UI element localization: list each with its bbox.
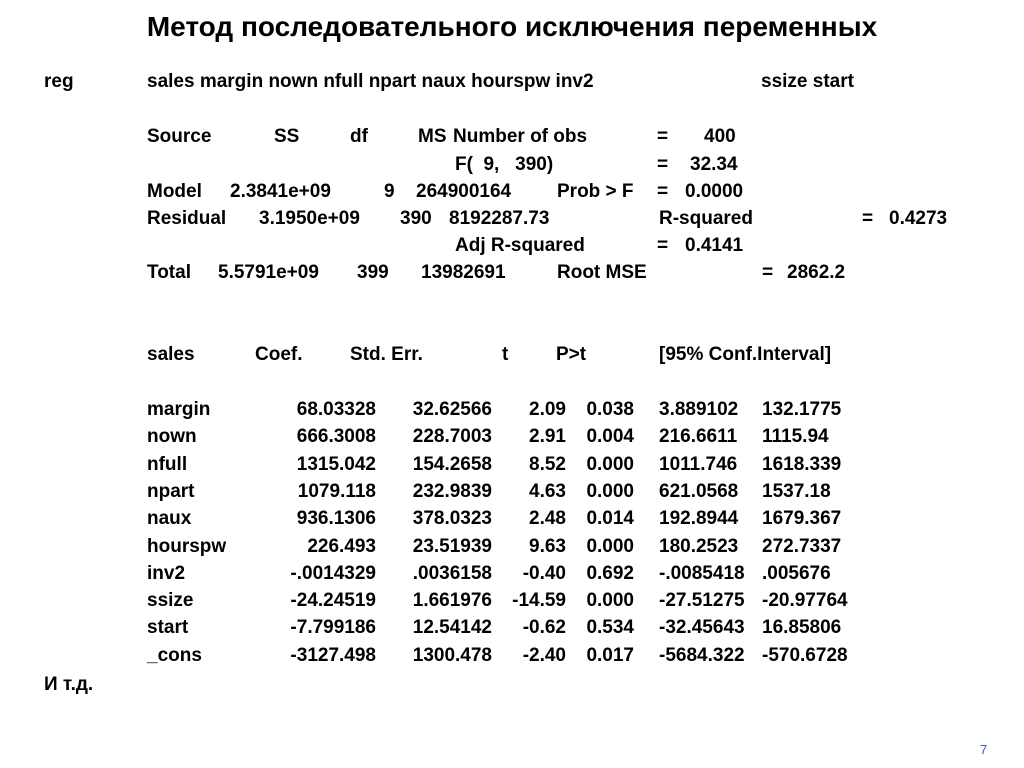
- coef-cell-name: naux: [147, 508, 192, 529]
- coef-cell-hi: 272.7337: [762, 536, 842, 557]
- coef-cell-se: 228.7003: [412, 426, 492, 447]
- coef-cell-p: 0.017: [586, 645, 634, 666]
- coef-cell-lo: 180.2523: [659, 536, 739, 557]
- anova-total-ms: 13982691: [421, 262, 506, 283]
- coef-cell-t: 9.63: [529, 536, 566, 557]
- footer-note: И т.д.: [44, 674, 94, 695]
- reg-variables-continued: ssize start: [761, 71, 854, 92]
- coef-cell-hi: 1679.367: [762, 508, 842, 529]
- anova-total-label: Total: [147, 262, 191, 283]
- coef-cell-lo: -27.51275: [659, 590, 745, 611]
- coef-cell-name: hourspw: [147, 536, 227, 557]
- coef-cell-coef: -.0014329: [290, 563, 376, 584]
- coef-cell-t: 2.91: [529, 426, 566, 447]
- coef-cell-se: .0036158: [412, 563, 492, 584]
- anova-total-ss: 5.5791e+09: [218, 262, 319, 283]
- stat-rmse-eq: =: [762, 262, 774, 283]
- coef-cell-lo: 1011.746: [659, 454, 738, 475]
- stat-probf-value: 0.0000: [685, 181, 744, 202]
- coef-cell-p: 0.038: [586, 399, 634, 420]
- anova-residual-label: Residual: [147, 208, 227, 229]
- coef-cell-coef: -7.799186: [290, 617, 376, 638]
- stat-adjr2-label: Adj R-squared: [455, 235, 585, 256]
- coef-cell-coef: 226.493: [307, 536, 376, 557]
- stat-f-label: F( 9, 390): [455, 154, 554, 175]
- stat-f-eq: =: [657, 154, 669, 175]
- stat-rmse-label: Root MSE: [557, 262, 647, 283]
- stat-rmse-value: 2862.2: [787, 262, 846, 283]
- coef-cell-lo: 192.8944: [659, 508, 739, 529]
- stat-nobs-value: 400: [704, 126, 736, 147]
- coef-cell-se: 1.661976: [412, 590, 492, 611]
- coef-cell-se: 32.62566: [412, 399, 492, 420]
- coef-cell-se: 1300.478: [412, 645, 492, 666]
- coef-cell-t: 2.09: [529, 399, 566, 420]
- coef-cell-coef: -24.24519: [290, 590, 376, 611]
- coef-header-t: t: [502, 344, 509, 365]
- coef-cell-coef: 936.1306: [296, 508, 376, 529]
- stat-probf-eq: =: [657, 181, 669, 202]
- coef-cell-t: -0.62: [522, 617, 566, 638]
- stat-r2-label: R-squared: [659, 208, 753, 229]
- coef-cell-coef: 1079.118: [297, 481, 376, 502]
- stat-adjr2-eq: =: [657, 235, 669, 256]
- coef-cell-se: 12.54142: [412, 617, 492, 638]
- coef-cell-coef: 68.03328: [296, 399, 376, 420]
- coef-header-ci: [95% Conf.Interval]: [659, 344, 832, 365]
- coef-cell-t: -2.40: [522, 645, 566, 666]
- coef-cell-p: 0.000: [586, 536, 634, 557]
- stat-probf-label: Prob > F: [557, 181, 634, 202]
- coef-cell-hi: -570.6728: [762, 645, 848, 666]
- coef-header-dep: sales: [147, 344, 195, 365]
- coef-cell-p: 0.004: [586, 426, 634, 447]
- stat-r2-value: 0.4273: [889, 208, 948, 229]
- coef-cell-hi: 1115.94: [762, 426, 829, 447]
- coef-cell-coef: 1315.042: [296, 454, 376, 475]
- coef-cell-p: 0.000: [586, 590, 634, 611]
- anova-header-source: Source: [147, 126, 212, 147]
- stat-nobs-label: Number of obs: [453, 126, 588, 147]
- coef-cell-p: 0.000: [586, 481, 634, 502]
- anova-residual-ss: 3.1950e+09: [259, 208, 360, 229]
- coef-cell-coef: 666.3008: [296, 426, 376, 447]
- coef-cell-se: 154.2658: [412, 454, 492, 475]
- coef-cell-coef: -3127.498: [290, 645, 376, 666]
- stat-adjr2-value: 0.4141: [685, 235, 744, 256]
- anova-total-df: 399: [357, 262, 389, 283]
- reg-variables: sales margin nown nfull npart naux hourspw inv2: [147, 71, 594, 92]
- anova-header-ss: SS: [274, 126, 300, 147]
- coef-cell-p: 0.692: [586, 563, 634, 584]
- coef-cell-hi: 16.85806: [762, 617, 842, 638]
- stat-nobs-eq: =: [657, 126, 669, 147]
- reg-keyword: reg: [44, 71, 74, 92]
- stat-r2-eq: =: [862, 208, 874, 229]
- coef-cell-name: nown: [147, 426, 197, 447]
- coef-cell-lo: 621.0568: [659, 481, 739, 502]
- anova-header-df: df: [350, 126, 368, 147]
- coef-cell-name: _cons: [147, 645, 202, 666]
- anova-residual-df: 390: [400, 208, 432, 229]
- coef-cell-lo: -.0085418: [659, 563, 745, 584]
- coef-cell-name: ssize: [147, 590, 194, 611]
- coef-cell-lo: 216.6611: [659, 426, 738, 447]
- coef-header-p: P>t: [556, 344, 587, 365]
- coef-cell-name: inv2: [147, 563, 186, 584]
- anova-residual-ms: 8192287.73: [449, 208, 550, 229]
- coef-cell-p: 0.000: [586, 454, 634, 475]
- coef-cell-se: 232.9839: [412, 481, 492, 502]
- slide-title: Метод последовательного исключения переменных: [146, 11, 878, 42]
- coef-header-coef: Coef.: [255, 344, 303, 365]
- coef-cell-hi: .005676: [762, 563, 831, 584]
- coef-cell-hi: -20.97764: [762, 590, 848, 611]
- anova-model-label: Model: [147, 181, 202, 202]
- anova-model-df: 9: [384, 181, 395, 202]
- coef-cell-t: -0.40: [522, 563, 566, 584]
- stat-f-value: 32.34: [690, 154, 738, 175]
- coef-cell-lo: -32.45643: [659, 617, 745, 638]
- coef-cell-name: nfull: [147, 454, 188, 475]
- coef-cell-hi: 132.1775: [762, 399, 842, 420]
- coef-cell-name: margin: [147, 399, 211, 420]
- coef-cell-t: 8.52: [529, 454, 566, 475]
- page-number: 7: [980, 742, 988, 757]
- coef-cell-t: 2.48: [529, 508, 566, 529]
- coef-cell-se: 378.0323: [412, 508, 492, 529]
- coef-cell-hi: 1537.18: [762, 481, 831, 502]
- coef-cell-p: 0.014: [586, 508, 634, 529]
- coef-header-se: Std. Err.: [350, 344, 423, 365]
- anova-model-ss: 2.3841e+09: [230, 181, 331, 202]
- coef-cell-t: 4.63: [529, 481, 566, 502]
- coef-cell-p: 0.534: [586, 617, 634, 638]
- anova-model-ms: 264900164: [416, 181, 512, 202]
- coef-cell-lo: 3.889102: [659, 399, 739, 420]
- coef-cell-hi: 1618.339: [762, 454, 842, 475]
- coef-cell-name: start: [147, 617, 189, 638]
- coef-cell-t: -14.59: [512, 590, 566, 611]
- coef-cell-name: npart: [147, 481, 195, 502]
- coef-cell-lo: -5684.322: [659, 645, 745, 666]
- anova-header-ms: MS: [418, 126, 447, 147]
- coef-cell-se: 23.51939: [412, 536, 492, 557]
